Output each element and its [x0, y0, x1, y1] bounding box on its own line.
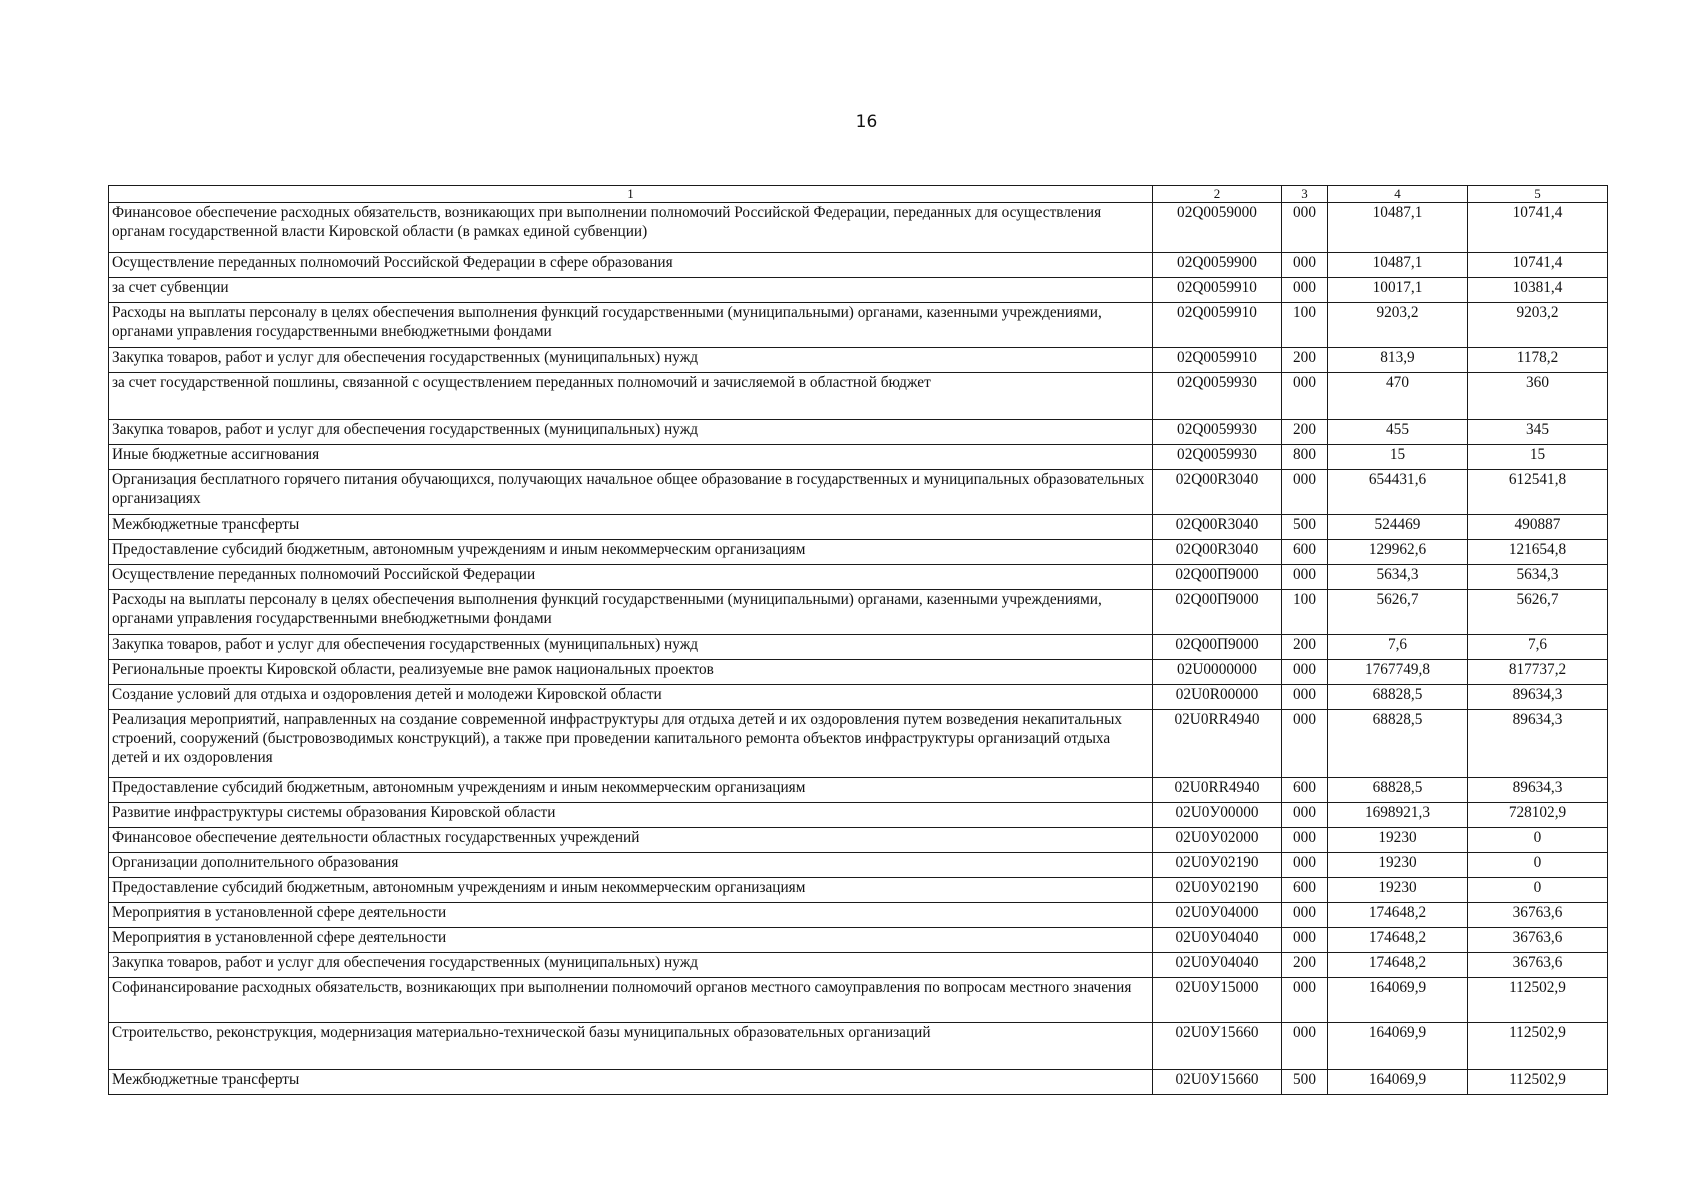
row-kind: 000	[1282, 253, 1328, 278]
column-header-4: 4	[1328, 186, 1468, 203]
row-kind: 200	[1282, 635, 1328, 660]
row-name: Развитие инфраструктуры системы образования Кировской области	[109, 803, 1153, 828]
row-kind: 200	[1282, 348, 1328, 373]
row-code: 02Q0059900	[1153, 253, 1282, 278]
row-value-4: 15	[1328, 445, 1468, 470]
row-name: Осуществление переданных полномочий Российской Федерации	[109, 565, 1153, 590]
row-kind: 500	[1282, 1070, 1328, 1095]
row-value-4: 164069,9	[1328, 1070, 1468, 1095]
table-row	[109, 953, 1608, 978]
row-code: 02Q00П9000	[1153, 590, 1282, 635]
row-name: Предоставление субсидий бюджетным, автономным учреждениям и иным некоммерческим организациям	[109, 778, 1153, 803]
column-header-5: 5	[1468, 186, 1608, 203]
row-value-5: 728102,9	[1468, 803, 1608, 828]
row-value-5: 612541,8	[1468, 470, 1608, 515]
row-value-4: 68828,5	[1328, 685, 1468, 710]
row-value-4: 129962,6	[1328, 540, 1468, 565]
table-row	[109, 420, 1608, 445]
row-value-4: 10487,1	[1328, 253, 1468, 278]
row-name: Иные бюджетные ассигнования	[109, 445, 1153, 470]
row-value-5: 0	[1468, 853, 1608, 878]
row-value-4: 654431,6	[1328, 470, 1468, 515]
row-kind: 600	[1282, 878, 1328, 903]
row-value-4: 19230	[1328, 878, 1468, 903]
table-row	[109, 710, 1608, 778]
row-value-5: 89634,3	[1468, 710, 1608, 778]
row-value-4: 10487,1	[1328, 203, 1468, 253]
row-value-5: 5634,3	[1468, 565, 1608, 590]
row-kind: 000	[1282, 853, 1328, 878]
row-name: Закупка товаров, работ и услуг для обеспечения государственных (муниципальных) нужд	[109, 635, 1153, 660]
row-kind: 600	[1282, 778, 1328, 803]
row-name: Реализация мероприятий, направленных на создание современной инфраструктуры для отдыха детей и их оздоровления путем возведения некапитальных строений, сооружений (быстровозводимых конструкций), а также при проведении капитального ремонта объектов инфраструктуры организаций отдыха детей и их оздоровления	[109, 710, 1153, 778]
row-name: за счет субвенции	[109, 278, 1153, 303]
row-code: 02U0У15000	[1153, 978, 1282, 1023]
row-value-5: 112502,9	[1468, 1023, 1608, 1070]
row-code: 02U0R00000	[1153, 685, 1282, 710]
row-name: Закупка товаров, работ и услуг для обеспечения государственных (муниципальных) нужд	[109, 953, 1153, 978]
row-value-5: 89634,3	[1468, 685, 1608, 710]
table-row	[109, 1023, 1608, 1070]
row-value-5: 490887	[1468, 515, 1608, 540]
row-value-4: 68828,5	[1328, 710, 1468, 778]
row-value-4: 174648,2	[1328, 928, 1468, 953]
row-kind: 100	[1282, 590, 1328, 635]
row-name: Межбюджетные трансферты	[109, 1070, 1153, 1095]
row-kind: 000	[1282, 903, 1328, 928]
row-value-4: 1767749,8	[1328, 660, 1468, 685]
row-name: Финансовое обеспечение деятельности областных государственных учреждений	[109, 828, 1153, 853]
table-row	[109, 565, 1608, 590]
row-code: 02U0У00000	[1153, 803, 1282, 828]
row-value-5: 36763,6	[1468, 953, 1608, 978]
row-name: Организация бесплатного горячего питания обучающихся, получающих начальное общее образование в государственных и муниципальных образовательных организациях	[109, 470, 1153, 515]
row-value-5: 0	[1468, 828, 1608, 853]
table-row	[109, 853, 1608, 878]
row-code: 02Q0059930	[1153, 445, 1282, 470]
column-header-2: 2	[1153, 186, 1282, 203]
row-kind: 000	[1282, 978, 1328, 1023]
row-code: 02Q0059910	[1153, 303, 1282, 348]
row-name: Мероприятия в установленной сфере деятельности	[109, 903, 1153, 928]
page-number: 16	[855, 112, 878, 132]
table-row	[109, 470, 1608, 515]
row-value-4: 19230	[1328, 853, 1468, 878]
table-row	[109, 778, 1608, 803]
row-kind: 000	[1282, 803, 1328, 828]
row-code: 02U0У04040	[1153, 953, 1282, 978]
row-value-4: 174648,2	[1328, 903, 1468, 928]
row-value-4: 9203,2	[1328, 303, 1468, 348]
row-code: 02Q0059910	[1153, 278, 1282, 303]
table-row	[109, 928, 1608, 953]
row-kind: 600	[1282, 540, 1328, 565]
row-name: Мероприятия в установленной сфере деятельности	[109, 928, 1153, 953]
row-code: 02U0RR4940	[1153, 778, 1282, 803]
row-name: за счет государственной пошлины, связанной с осуществлением переданных полномочий и зачисляемой в областной бюджет	[109, 373, 1153, 420]
table-row	[109, 660, 1608, 685]
table-row	[109, 685, 1608, 710]
row-code: 02Q00R3040	[1153, 540, 1282, 565]
table-row	[109, 348, 1608, 373]
row-code: 02U0У02190	[1153, 878, 1282, 903]
table-row	[109, 635, 1608, 660]
row-value-5: 121654,8	[1468, 540, 1608, 565]
row-value-4: 10017,1	[1328, 278, 1468, 303]
row-value-5: 89634,3	[1468, 778, 1608, 803]
row-code: 02Q0059910	[1153, 348, 1282, 373]
row-kind: 000	[1282, 928, 1328, 953]
row-value-5: 817737,2	[1468, 660, 1608, 685]
row-kind: 000	[1282, 660, 1328, 685]
row-value-5: 0	[1468, 878, 1608, 903]
row-value-5: 7,6	[1468, 635, 1608, 660]
row-value-4: 164069,9	[1328, 978, 1468, 1023]
row-kind: 000	[1282, 685, 1328, 710]
row-code: 02U0У15660	[1153, 1070, 1282, 1095]
row-value-4: 5626,7	[1328, 590, 1468, 635]
row-name: Расходы на выплаты персоналу в целях обеспечения выполнения функций государственными (муниципальными) органами, казенными учреждениями, органами управления государственными внебюджетными фондами	[109, 590, 1153, 635]
row-name: Предоставление субсидий бюджетным, автономным учреждениям и иным некоммерческим организациям	[109, 540, 1153, 565]
row-value-5: 10741,4	[1468, 203, 1608, 253]
row-value-5: 10381,4	[1468, 278, 1608, 303]
row-value-4: 5634,3	[1328, 565, 1468, 590]
row-code: 02Q0059000	[1153, 203, 1282, 253]
table-row	[109, 253, 1608, 278]
table-row	[109, 278, 1608, 303]
row-kind: 000	[1282, 203, 1328, 253]
row-value-5: 345	[1468, 420, 1608, 445]
row-code: 02U0У04000	[1153, 903, 1282, 928]
row-code: 02Q00R3040	[1153, 470, 1282, 515]
row-name: Софинансирование расходных обязательств, возникающих при выполнении полномочий органов местного самоуправления по вопросам местного значения	[109, 978, 1153, 1023]
row-value-4: 1698921,3	[1328, 803, 1468, 828]
row-name: Расходы на выплаты персоналу в целях обеспечения выполнения функций государственными (муниципальными) органами, казенными учреждениями, органами управления государственными внебюджетными фондами	[109, 303, 1153, 348]
row-value-5: 360	[1468, 373, 1608, 420]
row-kind: 000	[1282, 373, 1328, 420]
table-row	[109, 515, 1608, 540]
row-kind: 800	[1282, 445, 1328, 470]
row-value-4: 19230	[1328, 828, 1468, 853]
row-value-5: 5626,7	[1468, 590, 1608, 635]
row-value-4: 164069,9	[1328, 1023, 1468, 1070]
column-header-1: 1	[109, 186, 1153, 203]
row-code: 02U0У15660	[1153, 1023, 1282, 1070]
row-name: Предоставление субсидий бюджетным, автономным учреждениям и иным некоммерческим организациям	[109, 878, 1153, 903]
row-kind: 200	[1282, 420, 1328, 445]
table-row	[109, 303, 1608, 348]
row-name: Межбюджетные трансферты	[109, 515, 1153, 540]
row-code: 02Q00П9000	[1153, 565, 1282, 590]
table-row	[109, 828, 1608, 853]
row-code: 02U0RR4940	[1153, 710, 1282, 778]
table-row	[109, 903, 1608, 928]
row-name: Закупка товаров, работ и услуг для обеспечения государственных (муниципальных) нужд	[109, 348, 1153, 373]
row-kind: 000	[1282, 710, 1328, 778]
row-code: 02Q0059930	[1153, 373, 1282, 420]
table-header-row	[109, 186, 1608, 203]
row-kind: 100	[1282, 303, 1328, 348]
row-value-4: 813,9	[1328, 348, 1468, 373]
row-value-4: 524469	[1328, 515, 1468, 540]
table-row	[109, 445, 1608, 470]
row-value-5: 15	[1468, 445, 1608, 470]
row-kind: 000	[1282, 278, 1328, 303]
row-code: 02Q0059930	[1153, 420, 1282, 445]
row-name: Финансовое обеспечение расходных обязательств, возникающих при выполнении полномочий Российской Федерации, переданных для осуществления органам государственной власти Кировской области (в рамках единой субвенции)	[109, 203, 1153, 253]
row-value-5: 36763,6	[1468, 903, 1608, 928]
row-value-5: 112502,9	[1468, 978, 1608, 1023]
row-value-4: 470	[1328, 373, 1468, 420]
table-row	[109, 373, 1608, 420]
row-kind: 000	[1282, 1023, 1328, 1070]
table-row	[109, 540, 1608, 565]
row-kind: 000	[1282, 565, 1328, 590]
row-value-5: 10741,4	[1468, 253, 1608, 278]
table-row	[109, 878, 1608, 903]
row-name: Создание условий для отдыха и оздоровления детей и молодежи Кировской области	[109, 685, 1153, 710]
table-row	[109, 590, 1608, 635]
row-value-5: 112502,9	[1468, 1070, 1608, 1095]
row-code: 02U0000000	[1153, 660, 1282, 685]
row-name: Осуществление переданных полномочий Российской Федерации в сфере образования	[109, 253, 1153, 278]
row-name: Региональные проекты Кировской области, реализуемые вне рамок национальных проектов	[109, 660, 1153, 685]
table-row	[109, 1070, 1608, 1095]
row-value-5: 9203,2	[1468, 303, 1608, 348]
row-kind: 200	[1282, 953, 1328, 978]
row-value-4: 7,6	[1328, 635, 1468, 660]
row-value-4: 455	[1328, 420, 1468, 445]
row-name: Закупка товаров, работ и услуг для обеспечения государственных (муниципальных) нужд	[109, 420, 1153, 445]
row-code: 02U0У02190	[1153, 853, 1282, 878]
table-row	[109, 803, 1608, 828]
row-code: 02Q00R3040	[1153, 515, 1282, 540]
budget-table	[108, 185, 1608, 1095]
row-kind: 000	[1282, 470, 1328, 515]
row-value-4: 174648,2	[1328, 953, 1468, 978]
row-value-4: 68828,5	[1328, 778, 1468, 803]
row-code: 02Q00П9000	[1153, 635, 1282, 660]
row-name: Строительство, реконструкция, модернизация материально-технической базы муниципальных образовательных организаций	[109, 1023, 1153, 1070]
row-value-5: 36763,6	[1468, 928, 1608, 953]
row-code: 02U0У04040	[1153, 928, 1282, 953]
row-code: 02U0У02000	[1153, 828, 1282, 853]
table-row	[109, 978, 1608, 1023]
table-row	[109, 203, 1608, 253]
column-header-3: 3	[1282, 186, 1328, 203]
row-value-5: 1178,2	[1468, 348, 1608, 373]
row-kind: 500	[1282, 515, 1328, 540]
row-kind: 000	[1282, 828, 1328, 853]
row-name: Организации дополнительного образования	[109, 853, 1153, 878]
